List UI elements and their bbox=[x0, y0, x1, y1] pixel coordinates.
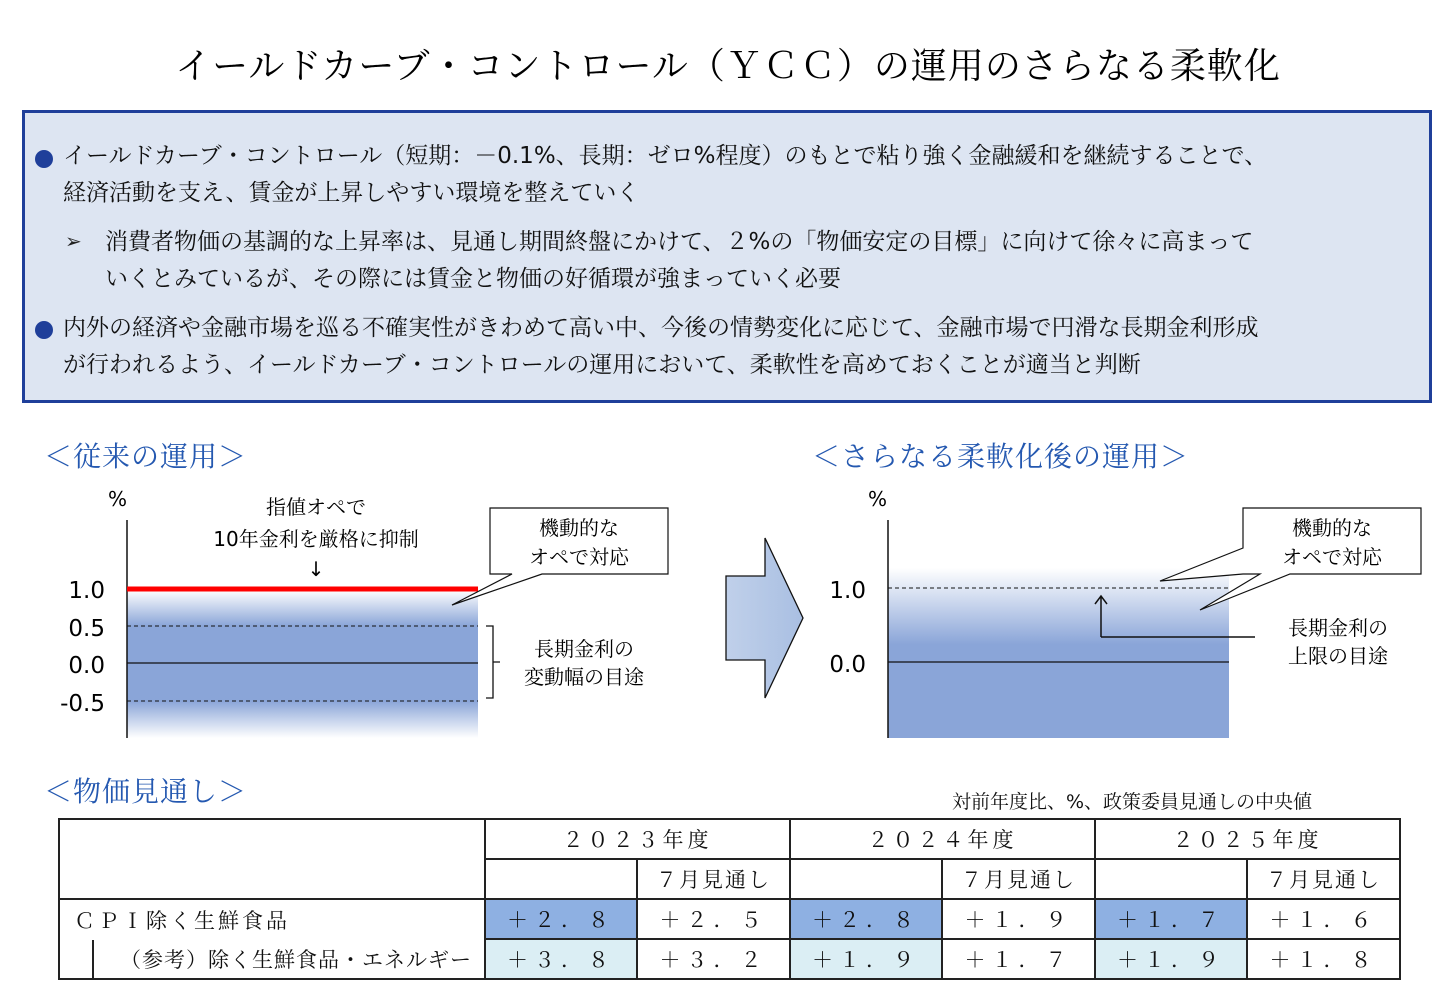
row-label: （参考）除く生鮮食品・エネルギー bbox=[120, 947, 472, 972]
table-cell: ＋１．７ bbox=[942, 939, 1095, 979]
cap-label-line: 上限の目途 bbox=[1288, 644, 1388, 668]
annotation-line: 指値オペで bbox=[266, 495, 366, 519]
subheader-july: ７月見通し bbox=[637, 859, 790, 899]
table-cell: ＋１．９ bbox=[790, 939, 942, 979]
band-lower-fade bbox=[127, 701, 478, 738]
table-cell: ＋２．５ bbox=[637, 899, 790, 939]
bullet-line: が行われるよう、イールドカーブ・コントロールの運用において、柔軟性を高めておくことが適当と判断 bbox=[63, 352, 1141, 378]
tick-label: 1.0 bbox=[829, 578, 866, 604]
tick-label: 0.0 bbox=[829, 652, 866, 678]
range-label-line: 変動幅の目途 bbox=[524, 665, 644, 689]
annotation-line: 10年金利を厳格に抑制 bbox=[213, 527, 419, 551]
summary-box bbox=[22, 110, 1432, 403]
right-chart bbox=[829, 487, 1421, 738]
row-label-cell bbox=[59, 939, 485, 979]
table-cell: ＋１．９ bbox=[942, 899, 1095, 939]
tick-label: 0.5 bbox=[68, 616, 105, 642]
table-cell: ＋１．８ bbox=[1247, 939, 1400, 979]
transition-arrow-icon bbox=[726, 538, 803, 698]
down-arrow-icon: ↓ bbox=[307, 557, 325, 581]
bullet-icon bbox=[35, 150, 53, 168]
tick-label: 1.0 bbox=[68, 578, 105, 604]
table-cell: ＋１．６ bbox=[1247, 899, 1400, 939]
subheader-blank bbox=[485, 859, 637, 899]
range-label-line: 長期金利の bbox=[534, 637, 634, 661]
table-cell: ＋２．８ bbox=[485, 899, 637, 939]
unit-label: % bbox=[868, 487, 888, 511]
callout-line: オペで対応 bbox=[529, 545, 629, 569]
unit-label: % bbox=[108, 487, 128, 511]
row-label: ＣＰＩ除く生鮮食品 bbox=[59, 899, 485, 939]
arrow-bullet-icon: ➢ bbox=[65, 229, 82, 253]
range-bracket bbox=[486, 626, 500, 698]
bullet-line: イールドカーブ・コントロール（短期：－0.1%、長期：ゼロ%程度）のもとで粘り強く金融緩和を継続することで、 bbox=[63, 143, 1268, 169]
table-row bbox=[59, 939, 1400, 979]
table-row bbox=[59, 899, 1400, 939]
sub-bullet-line: 消費者物価の基調的な上昇率は、見通し期間終盤にかけて、２%の「物価安定の目標」に向けて徐々に高まって bbox=[105, 229, 1254, 255]
cap-label-line: 長期金利の bbox=[1288, 616, 1388, 640]
callout-line: オペで対応 bbox=[1282, 545, 1382, 569]
table-cell: ＋３．２ bbox=[637, 939, 790, 979]
subheader-july: ７月見通し bbox=[942, 859, 1095, 899]
year-header: ２０２３年度 bbox=[485, 819, 790, 859]
left-chart bbox=[60, 487, 668, 738]
section-heading-current: ＜従来の運用＞ bbox=[44, 440, 248, 473]
callout-line: 機動的な bbox=[539, 516, 619, 540]
table-header-row bbox=[59, 819, 1400, 859]
sub-bullet-line: いくとみているが、その際には賃金と物価の好循環が強まっていく必要 bbox=[105, 266, 841, 292]
tick-label: -0.5 bbox=[60, 691, 105, 717]
band-upper-fade bbox=[127, 590, 478, 626]
table-cell: ＋１．７ bbox=[1095, 899, 1247, 939]
page-title: イールドカーブ・コントロール（ＹＣＣ）の運用のさらなる柔軟化 bbox=[175, 46, 1281, 87]
subheader-blank bbox=[790, 859, 942, 899]
table-note: 対前年度比、%、政策委員見通しの中央値 bbox=[952, 791, 1313, 813]
callout-line: 機動的な bbox=[1292, 516, 1372, 540]
section-heading-flexible: ＜さらなる柔軟化後の運用＞ bbox=[812, 440, 1190, 473]
table-cell: ＋２．８ bbox=[790, 899, 942, 939]
bullet-icon bbox=[35, 321, 53, 339]
bullet-line: 経済活動を支え、賃金が上昇しやすい環境を整えていく bbox=[63, 180, 640, 206]
indent-spacer bbox=[60, 940, 94, 978]
forecast-table bbox=[58, 818, 1401, 980]
ycc-diagrams bbox=[0, 480, 1456, 810]
subheader-blank bbox=[1095, 859, 1247, 899]
header-blank bbox=[59, 819, 485, 899]
table-cell: ＋１．９ bbox=[1095, 939, 1247, 979]
year-header: ２０２５年度 bbox=[1095, 819, 1400, 859]
section-heading-forecast: ＜物価見通し＞ bbox=[44, 775, 248, 808]
tick-label: 0.0 bbox=[68, 653, 105, 679]
year-header: ２０２４年度 bbox=[790, 819, 1095, 859]
subheader-july: ７月見通し bbox=[1247, 859, 1400, 899]
table-cell: ＋３．８ bbox=[485, 939, 637, 979]
bullet-line: 内外の経済や金融市場を巡る不確実性がきわめて高い中、今後の情勢変化に応じて、金融市場で円滑な長期金利形成 bbox=[63, 315, 1259, 341]
band-area bbox=[888, 568, 1229, 738]
